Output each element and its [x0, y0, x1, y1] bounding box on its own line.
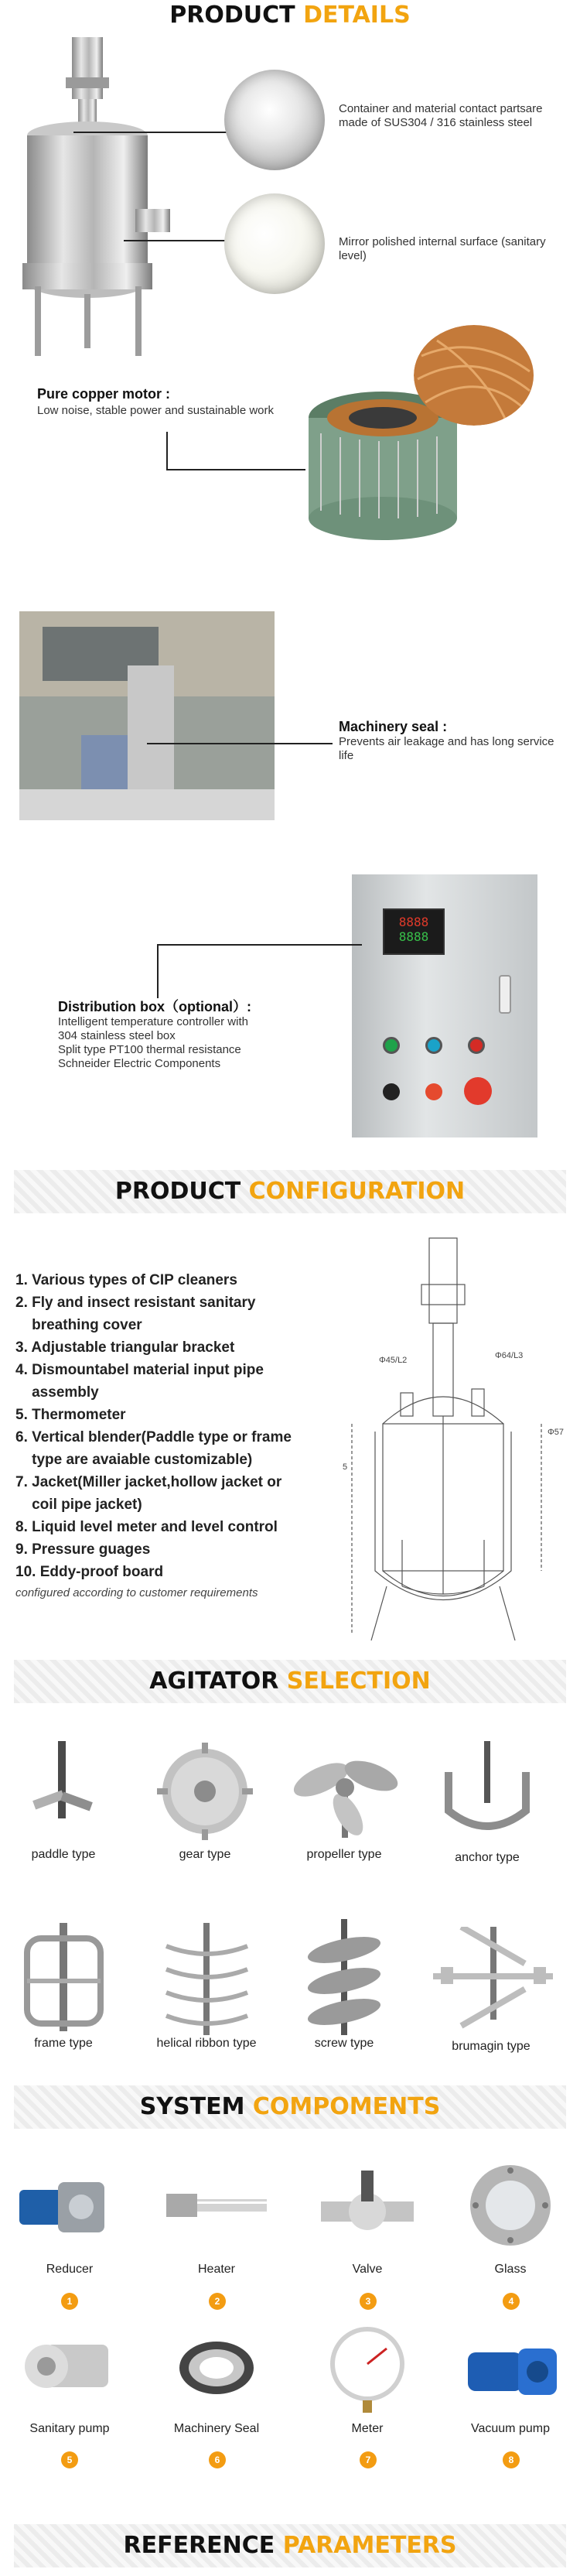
agitator-label: screw type	[314, 2037, 374, 2050]
mirror-disc-photo	[224, 193, 325, 294]
component-label: Valve	[352, 2263, 383, 2276]
container-material-text: Container and material contact partsare made of SUS304 / 316 stainless steel	[339, 102, 543, 129]
latch-handle	[499, 975, 511, 1014]
blue-button	[425, 1037, 442, 1054]
brumagin-agitator-icon	[425, 1927, 561, 2035]
distribution-box-title	[58, 1000, 251, 1015]
config-item: coil pipe jacket)	[15, 1497, 142, 1513]
agitator-label: propeller type	[306, 1848, 382, 1861]
heading-accent-text: SELECTION	[286, 1668, 431, 1695]
config-item: 2. Fly and insect resistant sanitary	[15, 1295, 256, 1311]
vacuum-pump-photo	[460, 2325, 565, 2410]
product-configuration-heading	[14, 1170, 566, 1213]
reactor-tank-photo	[12, 31, 178, 364]
helical-ribbon-agitator-icon	[151, 1923, 263, 2035]
system-components-heading	[14, 2085, 566, 2129]
product-details-heading	[0, 2, 580, 29]
heading-dark-text: SYSTEM	[139, 2093, 253, 2120]
pointer-line	[157, 944, 159, 998]
config-item: 7. Jacket(Miller jacket,hollow jacket or	[15, 1474, 282, 1490]
distribution-box-line-4: Schneider Electric Components	[58, 1057, 221, 1070]
agitator-label: anchor type	[455, 1851, 520, 1864]
config-item: 8. Liquid level meter and level control	[15, 1519, 278, 1535]
reactor-technical-drawing	[340, 1230, 572, 1648]
sanitary-pump-photo	[15, 2321, 124, 2410]
component-number-badge: 2	[209, 2293, 226, 2310]
agitator-label: helical ribbon type	[156, 2037, 257, 2050]
distribution-box-line-3: Split type PT100 thermal resistance	[58, 1043, 241, 1056]
config-item: 6. Vertical blender(Paddle type or frame	[15, 1429, 292, 1445]
component-label: Heater	[197, 2263, 236, 2276]
agitator-banner	[14, 1660, 566, 1703]
heater-photo	[162, 2167, 271, 2244]
component-number-badge: 8	[503, 2451, 520, 2468]
emergency-stop-button	[464, 1077, 492, 1105]
paddle-agitator-icon	[12, 1741, 116, 1842]
component-number-badge: 4	[503, 2293, 520, 2310]
motor-title-label: Pure copper motor :	[37, 386, 171, 402]
config-item: assembly	[15, 1384, 99, 1401]
pointer-line	[124, 240, 228, 241]
component-number-badge: 3	[360, 2293, 377, 2310]
pressure-meter-photo	[321, 2321, 414, 2414]
component-number-badge: 7	[360, 2451, 377, 2468]
heading-accent-text: PARAMETERS	[282, 2532, 457, 2559]
component-label: Sanitary pump	[29, 2422, 110, 2435]
pointer-line	[166, 469, 305, 470]
reducer-photo	[15, 2163, 124, 2248]
drawing-label: Φ57	[548, 1428, 565, 1437]
machinery-seal-part-photo	[162, 2329, 271, 2407]
agitator-selection-heading	[14, 1660, 566, 1703]
component-number-badge: 6	[209, 2451, 226, 2468]
mirror-polish-text: Mirror polished internal surface (sanitary level)	[339, 235, 546, 262]
sight-glass-photo	[460, 2163, 561, 2248]
config-item: 4. Dismountabel material input pipe	[15, 1362, 264, 1378]
pointer-line	[73, 132, 228, 133]
red-button	[468, 1037, 485, 1054]
component-label: Vacuum pump	[471, 2422, 550, 2435]
pointer-line	[166, 432, 168, 470]
system-banner	[14, 2085, 566, 2129]
heading-accent-text: CONFIGURATION	[248, 1178, 466, 1205]
heading-dark-text: PRODUCT	[169, 2, 304, 29]
drawing-label: 5	[343, 1462, 348, 1472]
frame-agitator-icon	[12, 1923, 116, 2035]
config-item: 1. Various types of CIP cleaners	[15, 1272, 237, 1288]
motor-text: Low noise, stable power and sustainable work	[37, 404, 275, 417]
distribution-box-line-1: Intelligent temperature controller with	[58, 1015, 248, 1028]
configuration-list	[15, 1269, 340, 1599]
config-item: 3. Adjustable triangular bracket	[15, 1339, 235, 1356]
valve-photo	[313, 2163, 421, 2248]
config-item: type are avaiable customizable)	[15, 1452, 253, 1468]
component-label: Reducer	[46, 2263, 94, 2276]
reference-parameters-heading	[14, 2524, 566, 2567]
green-button	[383, 1037, 400, 1054]
heading-accent-text: COMPOMENTS	[252, 2093, 441, 2120]
component-number-badge: 1	[61, 2293, 78, 2310]
config-item: 9. Pressure guages	[15, 1541, 151, 1558]
heading-dark-text: AGITATOR	[149, 1668, 287, 1695]
machinery-seal-photo	[19, 611, 275, 820]
anchor-agitator-icon	[433, 1741, 541, 1846]
propeller-agitator-icon	[286, 1737, 402, 1842]
selector-switch	[383, 1083, 400, 1100]
reference-banner	[14, 2524, 566, 2567]
configuration-note: configured according to customer requirements	[15, 1586, 258, 1599]
seal-title	[339, 720, 447, 735]
motor-title	[37, 387, 170, 402]
distribution-box-line-2: 304 stainless steel box	[58, 1029, 176, 1042]
component-label: Machinery Seal	[173, 2422, 260, 2435]
seal-text: Prevents air leakage and has long service life	[339, 735, 554, 762]
gear-agitator-icon	[151, 1741, 259, 1842]
component-number-badge: 5	[61, 2451, 78, 2468]
screw-agitator-icon	[294, 1919, 394, 2035]
stainless-disc-photo	[224, 70, 325, 170]
component-label: Meter	[351, 2422, 384, 2435]
drawing-label: Φ45/L2	[379, 1356, 408, 1365]
heading-dark-text: REFERENCE	[123, 2532, 283, 2559]
config-item: 5. Thermometer	[15, 1407, 126, 1423]
agitator-label: frame type	[34, 2037, 93, 2050]
controller-readout-top: 8888	[398, 915, 429, 929]
drawing-label: Φ64/L3	[495, 1351, 524, 1360]
red-indicator-light	[425, 1083, 442, 1100]
component-label: Glass	[494, 2263, 527, 2276]
pointer-line	[147, 743, 333, 744]
seal-title-label: Machinery seal :	[339, 719, 448, 734]
distribution-box-title-label: Distribution box（optional）:	[58, 999, 251, 1014]
controller-readout-bottom: 8888	[398, 929, 429, 944]
pointer-line	[157, 944, 362, 946]
temperature-controller-display	[383, 908, 445, 955]
copper-wire-photo	[414, 325, 534, 426]
heading-accent-text: DETAILS	[303, 2, 411, 29]
agitator-label: paddle type	[31, 1848, 96, 1861]
config-item: 10. Eddy-proof board	[15, 1564, 164, 1580]
distribution-box-photo	[352, 874, 537, 1137]
configuration-banner	[14, 1170, 566, 1213]
config-item: breathing cover	[15, 1317, 142, 1333]
agitator-label: gear type	[179, 1848, 231, 1861]
agitator-label: brumagin type	[452, 2040, 531, 2053]
heading-dark-text: PRODUCT	[114, 1178, 249, 1205]
